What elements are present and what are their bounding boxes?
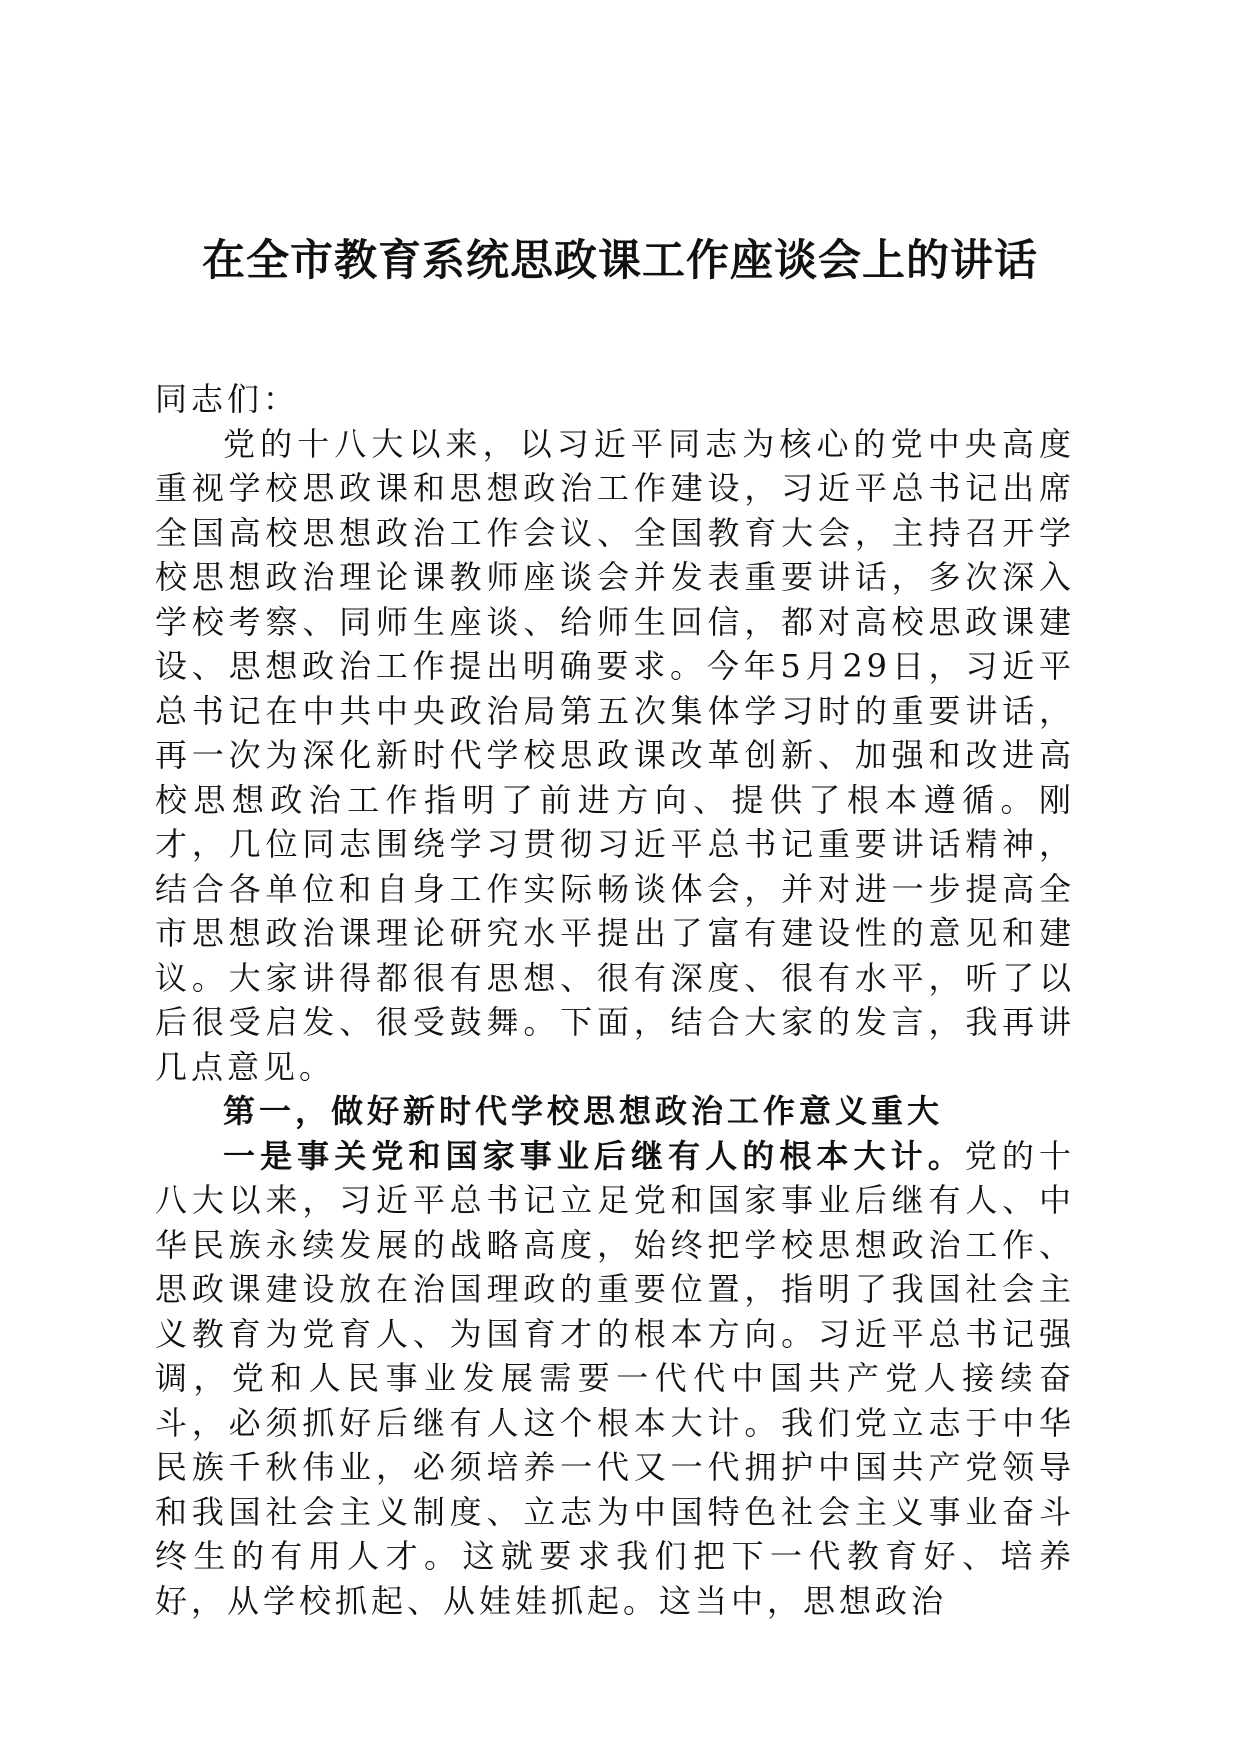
- point-body-text: 党的十八大以来，习近平总书记立足党和国家事业后继有人、中华民族永续发展的战略高度，始终把学校思想政治工作、思政课建设放在治国理政的重要位置，指明了我国社会主义教育为党育人、为国育才的根本方向。习近平总书记强调，党和人民事业发展需要一代代中国共产党人接续奋斗，必须抓好后继有人这个根本大计。我们党立志于中华民族千秋伟业，必须培养一代又一代拥护中国共产党领导和我国社会主义制度、立志为中国特色社会主义事业奋斗终生的有用人才。这就要求我们把下一代教育好、培养好，从学校抓起、从娃娃抓起。这当中，思想政治: [155, 1136, 1075, 1620]
- paragraph-point-one: [155, 1134, 1075, 1624]
- document-body: [155, 377, 1075, 1623]
- paragraph-intro: 党的十八大以来，以习近平同志为核心的党中央高度重视学校思政课和思想政治工作建设，习近平总书记出席全国高校思想政治工作会议、全国教育大会，主持召开学校思想政治理论课教师座谈会并发表重要讲话，多次深入学校考察、同师生座谈、给师生回信，都对高校思政课建设、思想政治工作提出明确要求。今年5月29日，习近平总书记在中共中央政治局第五次集体学习时的重要讲话，再一次为深化新时代学校思政课改革创新、加强和改进高校思想政治工作指明了前进方向、提供了根本遵循。刚才，几位同志围绕学习贯彻习近平总书记重要讲话精神，结合各单位和自身工作实际畅谈体会，并对进一步提高全市思想政治课理论研究水平提出了富有建设性的意见和建议。大家讲得都很有思想、很有深度、很有水平，听了以后很受启发、很受鼓舞。下面，结合大家的发言，我再讲几点意见。: [155, 424, 1075, 1086]
- point-lead-text: 一是事关党和国家事业后继有人的根本大计。: [223, 1136, 965, 1175]
- salutation: 同志们：: [155, 380, 300, 418]
- document-title: 在全市教育系统思政课工作座谈会上的讲话: [202, 236, 1038, 286]
- section-heading: 第一，做好新时代学校思想政治工作意义重大: [223, 1092, 944, 1130]
